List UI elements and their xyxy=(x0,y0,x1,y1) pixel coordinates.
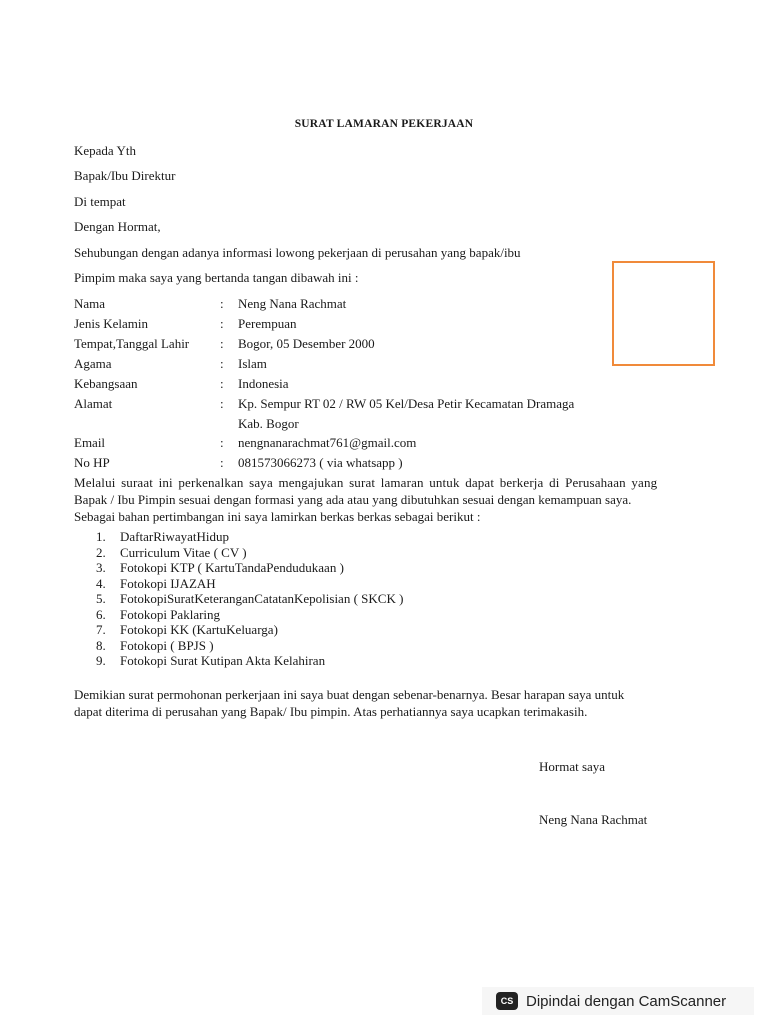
body-line: Melalui suraat ini perkenalkan saya mengajukan surat lamaran untuk dapat berkerja di Perusahaan yang xyxy=(74,475,658,490)
info-value: Kp. Sempur RT 02 / RW 05 Kel/Desa Petir Kecamatan Dramaga xyxy=(238,396,575,411)
list-item: 2. Curriculum Vitae ( CV ) xyxy=(96,544,247,560)
attachment-list xyxy=(96,529,403,669)
info-value: Kab. Bogor xyxy=(238,416,299,431)
info-label: Email xyxy=(74,435,106,450)
list-item: 3. Fotokopi KTP ( KartuTandaPendudukaan ) xyxy=(96,560,344,575)
list-item: 5. FotokopiSuratKeteranganCatatanKepolisian ( SKCK ) xyxy=(96,591,404,606)
signature-name: Neng Nana Rachmat xyxy=(539,812,648,827)
body-line: Bapak / Ibu Pimpin sesuai dengan formasi yang ada atau yang dibutuhkan sesuai dengan kemampuan saya. xyxy=(74,492,632,507)
list-item: 9. Fotokopi Surat Kutipan Akta Kelahiran xyxy=(96,653,326,668)
camscanner-watermark xyxy=(482,987,754,1015)
info-separator: : xyxy=(220,316,224,331)
info-label: Agama xyxy=(74,356,112,371)
info-value: 081573066273 ( via whatsapp ) xyxy=(238,455,403,470)
info-label: Kebangsaan xyxy=(74,376,138,391)
camscanner-logo-icon: CS xyxy=(496,992,518,1010)
greeting-line: Dengan Hormat, xyxy=(74,219,161,234)
closing-paragraph xyxy=(74,686,700,720)
closing-line: dapat diterima di perusahan yang Bapak/ Ibu pimpin. Atas perhatiannya saya ucapkan terimakasih. xyxy=(74,704,588,719)
photo-placeholder xyxy=(612,261,715,366)
info-separator: : xyxy=(220,455,224,470)
info-label: Nama xyxy=(74,296,106,311)
info-separator: : xyxy=(220,376,224,391)
info-label: No HP xyxy=(74,455,110,470)
list-item: 4. Fotokopi IJAZAH xyxy=(96,575,216,591)
body-paragraph xyxy=(74,474,700,525)
recipient-line: Bapak/Ibu Direktur xyxy=(74,168,176,183)
info-value: Bogor, 05 Desember 2000 xyxy=(238,336,375,351)
list-item: 1. DaftarRiwayatHidup xyxy=(96,529,230,544)
intro-line-1: Sehubungan dengan adanya informasi lowong pekerjaan di perusahan yang bapak/ibu xyxy=(74,245,521,260)
info-value: Islam xyxy=(238,356,267,371)
place-line: Di tempat xyxy=(74,194,126,209)
list-item: 6. Fotokopi Paklaring xyxy=(96,606,221,622)
sign-off: Hormat saya xyxy=(539,759,606,774)
body-line: Sebagai bahan pertimbangan ini saya lamirkan berkas berkas sebagai berikut : xyxy=(74,509,481,524)
info-value: nengnanarachmat761@gmail.com xyxy=(238,435,417,450)
info-separator: : xyxy=(220,296,224,311)
info-value: Perempuan xyxy=(238,316,297,331)
list-item: 7. Fotokopi KK (KartuKeluarga) xyxy=(96,622,278,637)
info-label: Alamat xyxy=(74,396,113,411)
info-separator: : xyxy=(220,336,224,351)
letter-title: SURAT LAMARAN PEKERJAAN xyxy=(294,118,474,130)
info-label: Tempat,Tanggal Lahir xyxy=(74,336,190,351)
intro-line-2: Pimpim maka saya yang bertanda tangan dibawah ini : xyxy=(74,270,359,285)
info-separator: : xyxy=(220,356,224,371)
watermark-text: Dipindai dengan CamScanner xyxy=(526,992,727,1010)
info-value: Neng Nana Rachmat xyxy=(238,296,347,311)
addressee-line: Kepada Yth xyxy=(74,143,136,158)
info-separator: : xyxy=(220,396,224,411)
list-item: 8. Fotokopi ( BPJS ) xyxy=(96,637,214,653)
info-separator: : xyxy=(220,435,224,450)
info-label: Jenis Kelamin xyxy=(74,316,149,331)
info-value: Indonesia xyxy=(238,376,289,391)
closing-line: Demikian surat permohonan perkerjaan ini saya buat dengan sebenar-benarnya. Besar harapan saya untuk xyxy=(74,687,625,702)
